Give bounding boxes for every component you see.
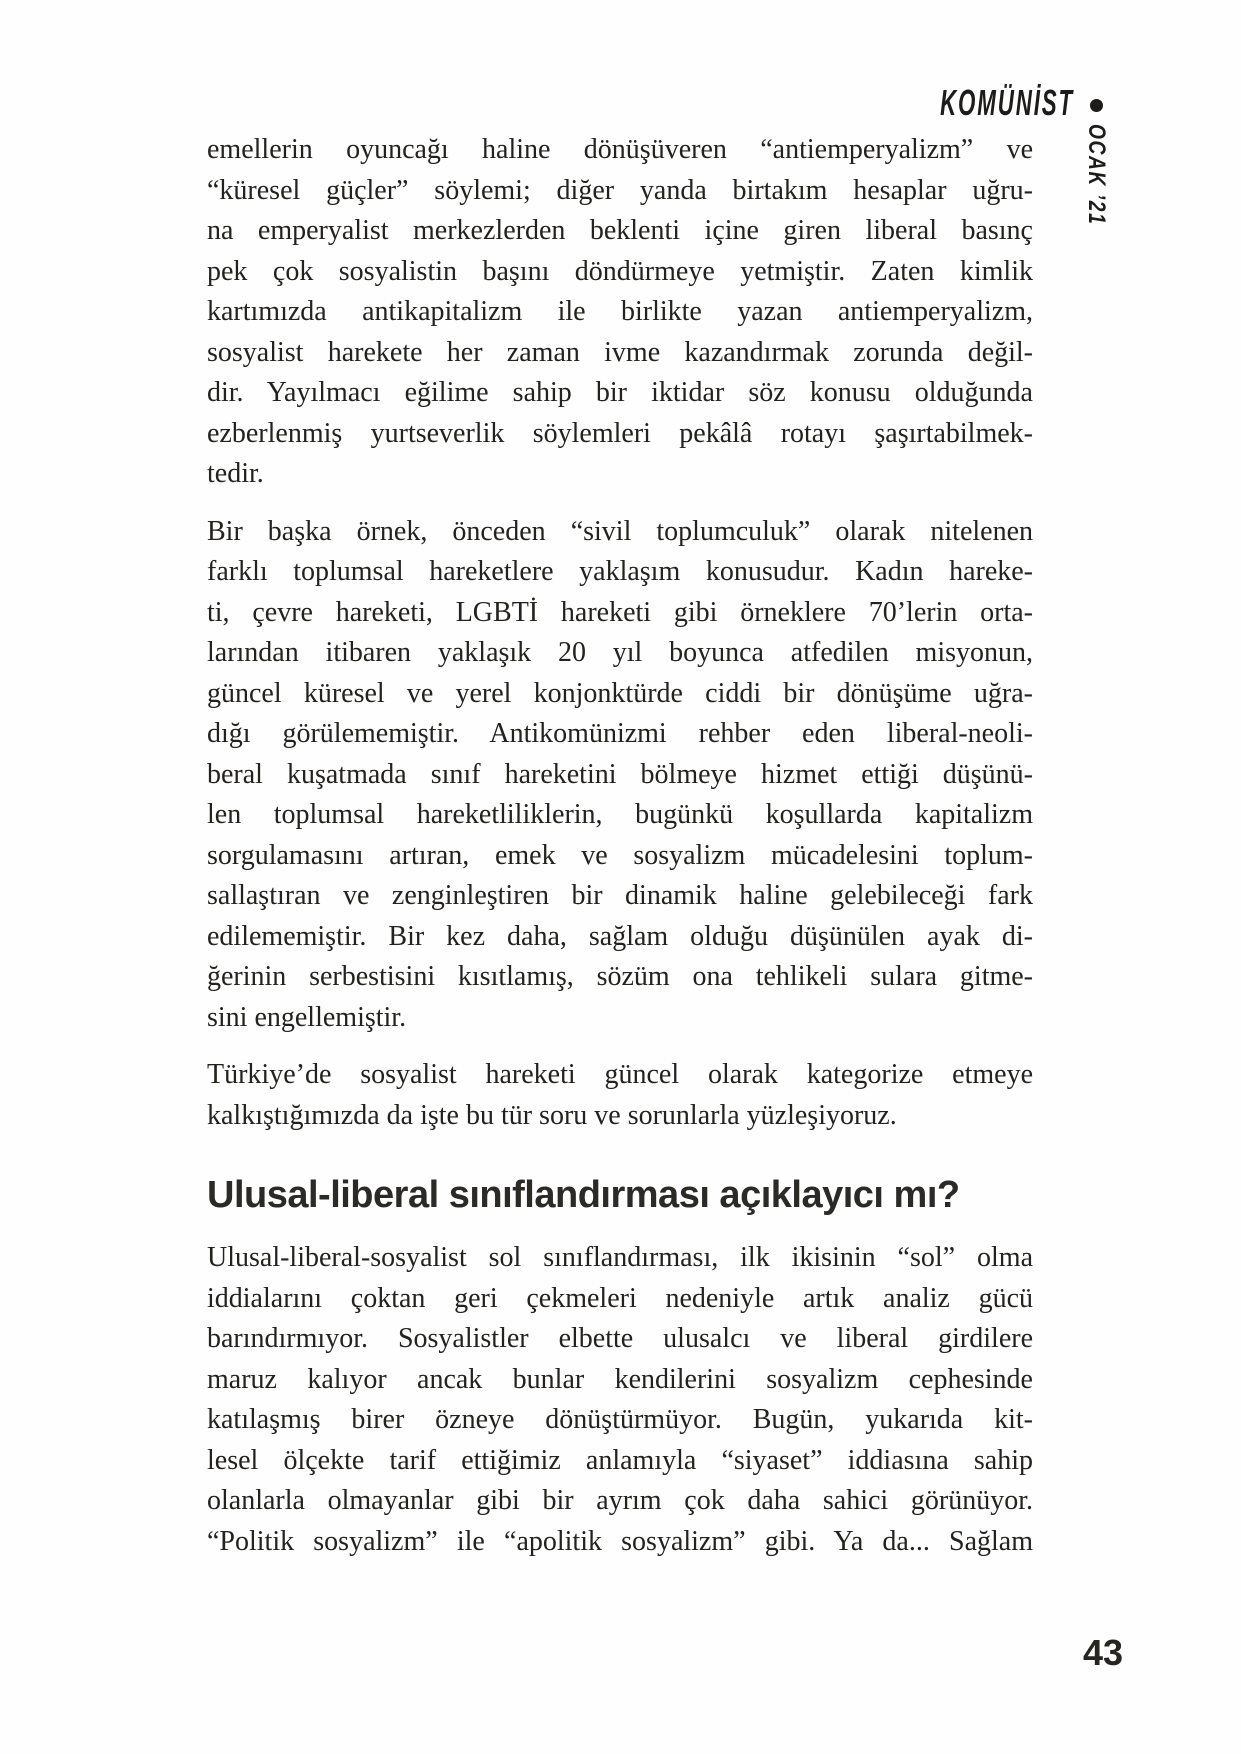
text-line: ezberlenmiş yurtseverlik söylemleri pekâlâ rotayı şaşırtabilmek- <box>207 417 1033 449</box>
text-line: na emperyalist merkezlerden beklenti içine giren liberal basınç <box>207 215 1033 246</box>
section-heading: Ulusal-liberal sınıflandırması açıklayıcı mı? <box>207 1174 960 1216</box>
text-line: katılaşmış birer özneye dönüştürmüyor. Bugün, yukarıda kit- <box>207 1404 1033 1435</box>
text-line: güncel küresel ve yerel konjonktürde ciddi bir dönüşüme uğra- <box>207 677 1033 709</box>
text-line: “küresel güçler” söylemi; diğer yanda birtakım hesaplar uğru- <box>207 174 1033 206</box>
text-line: beral kuşatmada sınıf hareketini bölmeye hizmet ettiği düşünü- <box>207 758 1033 790</box>
issue-label: OCAK ’21 <box>1083 124 1110 226</box>
text-line: barındırmıyor. Sosyalistler elbette ulusalcı ve liberal girdilere <box>207 1323 1033 1354</box>
paragraph <box>207 1055 1033 1136</box>
masthead <box>858 82 1103 124</box>
text-line: Ulusal-liberal-sosyalist sol sınıflandırması, ilk ikisinin “sol” olma <box>207 1242 1033 1273</box>
text-line: ti, çevre hareketi, LGBTİ hareketi gibi örneklere 70’lerin orta- <box>207 596 1033 628</box>
text-line: Türkiye’de sosyalist hareketi güncel olarak kategorize etmeye <box>207 1059 1033 1090</box>
text-line: kalkıştığımızda da işte bu tür soru ve sorunlarla yüzleşiyoruz. <box>207 1099 897 1131</box>
text-line: len toplumsal hareketliliklerin, bugünkü koşullarda kapitalizm <box>207 799 1033 830</box>
text-line: sosyalist harekete her zaman ivme kazandırmak zorunda değil- <box>207 336 1033 368</box>
text-line: larından itibaren yaklaşık 20 yıl boyunca atfedilen misyonun, <box>207 637 1033 668</box>
text-line: iddialarını çoktan geri çekmeleri nedeniyle artık analiz gücü <box>207 1282 1033 1314</box>
text-line: tedir. <box>207 458 264 489</box>
text-line: “Politik sosyalizm” ile “apolitik sosyalizm” gibi. Ya da... Sağlam <box>207 1525 1033 1557</box>
text-line: pek çok sosyalistin başını döndürmeye yetmiştir. Zaten kimlik <box>207 255 1033 287</box>
bullet-icon <box>1090 99 1103 112</box>
text-line: sallaştıran ve zenginleştiren bir dinamik haline gelebileceği fark <box>207 880 1033 911</box>
text-line: sini engellemiştir. <box>207 1001 407 1033</box>
magazine-title: KOMÜNİST <box>940 82 1074 123</box>
text-line: Bir başka örnek, önceden “sivil toplumculuk” olarak nitelenen <box>207 515 1033 547</box>
text-line: lesel ölçekte tarif ettiğimiz anlamıyla “siyaset” iddiasına sahip <box>207 1444 1033 1476</box>
paragraph <box>207 1238 1033 1562</box>
text-line: sorgulamasını artıran, emek ve sosyalizm mücadelesini toplum- <box>207 839 1033 871</box>
text-line: emellerin oyuncağı haline dönüşüveren “antiemperyalizm” ve <box>207 134 1033 165</box>
text-line: dir. Yayılmacı eğilime sahip bir iktidar söz konusu olduğunda <box>207 377 1033 408</box>
text-line: edilememiştir. Bir kez daha, sağlam olduğu düşünülen ayak di- <box>207 920 1033 952</box>
paragraph <box>207 512 1033 1039</box>
text-line: ğerinin serbestisini kısıtlamış, sözüm ona tehlikeli sulara gitme- <box>207 961 1033 992</box>
text-line: olanlarla olmayanlar gibi bir ayrım çok daha sahici görünüyor. <box>207 1485 1033 1516</box>
text-line: maruz kalıyor ancak bunlar kendilerini sosyalizm cephesinde <box>207 1363 1033 1395</box>
text-line: kartımızda antikapitalizm ile birlikte yazan antiemperyalizm, <box>207 296 1033 327</box>
text-line: dığı görülememiştir. Antikomünizmi rehber eden liberal-neoli- <box>207 718 1033 749</box>
page-number: 43 <box>1082 1632 1123 1673</box>
article-body <box>207 130 1033 1579</box>
text-line: farklı toplumsal hareketlere yaklaşım konusudur. Kadın hareke- <box>207 556 1033 587</box>
paragraph <box>207 130 1033 495</box>
